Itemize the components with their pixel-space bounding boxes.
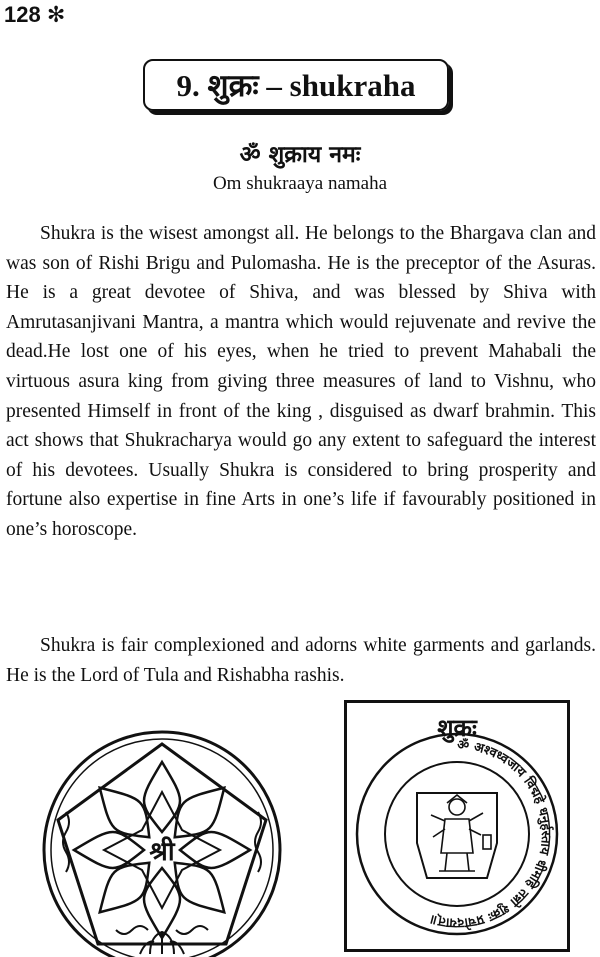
page-number: 128 ✻: [4, 2, 66, 27]
deity-figure-icon: [431, 795, 491, 871]
mantra-devanagari: ॐ शुक्राय नमः: [239, 142, 361, 168]
yantra-right-label: शुक्रः: [437, 714, 477, 742]
yantra-ring-text: ॐ अश्वध्वजाय विद्महे धनुर्हस्ताय धीमहि तन्नो शुक्रः प्रचोदयात्॥: [428, 737, 554, 931]
paragraph-1: Shukra is the wisest amongst all. He belongs to the Bhargava clan and was son of Rishi Brigu and Pulomasha. He is the preceptor of the Asuras. He is a great devotee of Shiva, and was blessed by Shiva with Amrutasanjivani Mantra, a mantra which would rejuvenate and revive the dead.He lost one of his eyes, when he tried to prevent Mahabali the virtuous asura king from giving three measures of land to Vishnu, who presented Himself in front of the king , disguised as dwarf brahmin. This act shows that Shukracharya would go any extent to safeguard the interest of his devotees. Usually Shukra is considered to bring prosperity and fortune also expertise in fine Arts in one’s life if favourably positioned in one’s horoscope.: [6, 223, 596, 540]
chapter-title-box: [143, 59, 449, 111]
svg-text:ॐ अश्वध्वजाय विद्महे धनुर्हस्त: [429, 737, 554, 931]
lotus-icon: [140, 932, 184, 954]
yantra-right-diagram: [347, 703, 567, 949]
paragraph-2: Shukra is fair complexioned and adorns white garments and garlands. He is the Lord of Tula and Rishabha rashis.: [6, 635, 596, 686]
mantra-transliteration: Om shukraaya namaha: [212, 173, 388, 194]
chapter-title: 9. शुक्रः – shukraha: [176, 68, 416, 103]
yantra-left-diagram: [36, 722, 288, 957]
yantra-right-frame: [344, 700, 570, 952]
ring-outer-circle: [357, 734, 557, 934]
yantra-center-syllable: श्री: [149, 837, 175, 867]
ring-inner-circle: [385, 762, 529, 906]
